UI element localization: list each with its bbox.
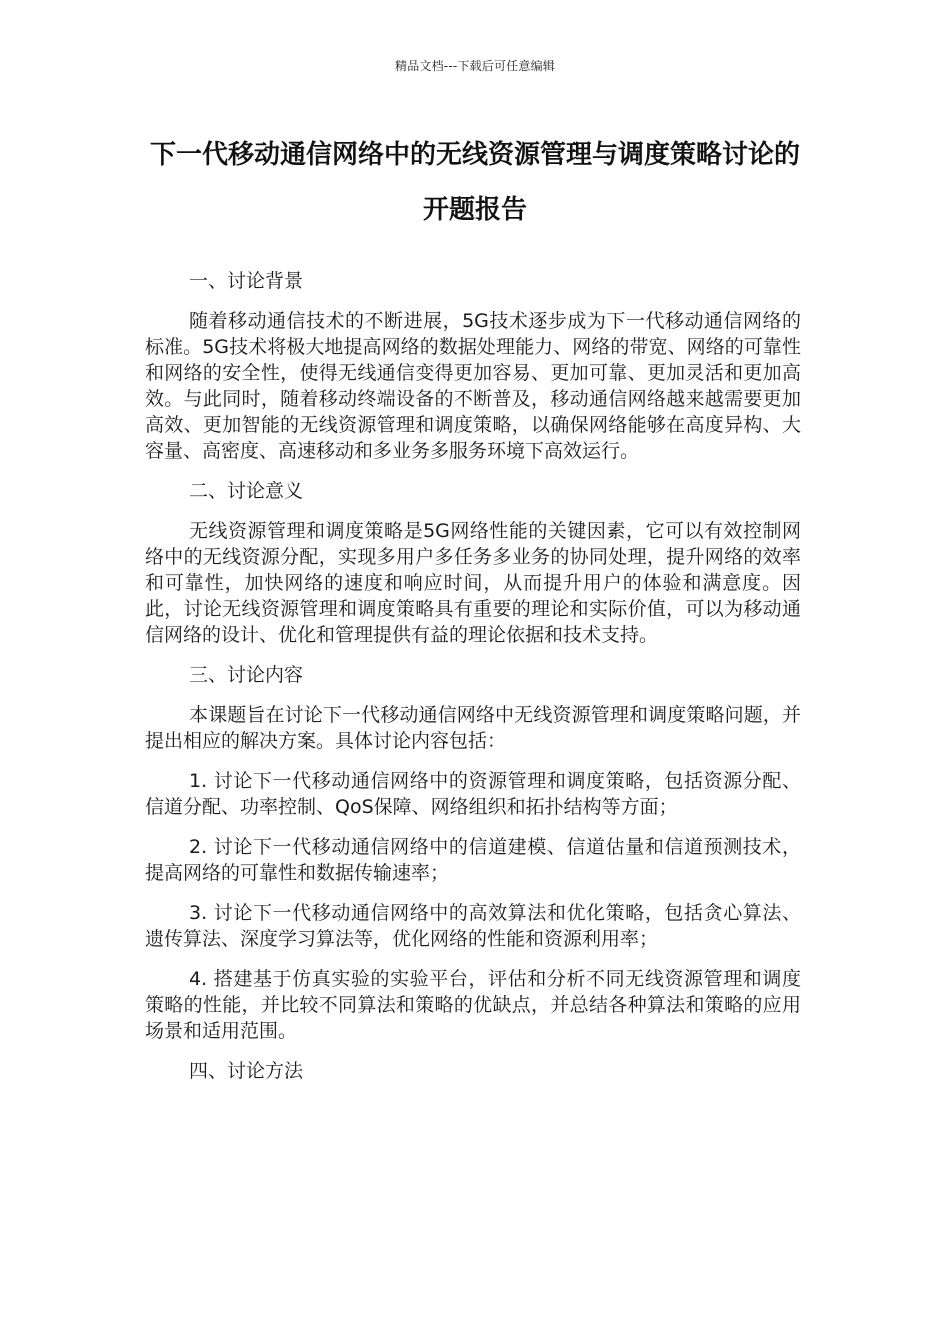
section-heading-methods: 四、讨论方法	[189, 1060, 304, 1082]
background-paragraph: 随着移动通信技术的不断进展，5G技术逐步成为下一代移动通信网络的标准。5G技术将极大地提高网络的数据处理能力、网络的带宽、网络的可靠性和网络的安全性，使得无线通信变得更加容易、更加可靠、更加灵活和更加高效。与此同时，随着移动终端设备的不断普及，移动通信网络越来越需要更加高效、更加智能的无线资源管理和调度策略，以确保网络能够在高度异构、大容量、高密度、高速移动和多业务多服务环境下高效运行。	[145, 310, 801, 462]
content-list-item-4: 4. 搭建基于仿真实验的实验平台，评估和分析不同无线资源管理和调度策略的性能，并比较不同算法和策略的优缺点，并总结各种算法和策略的应用场景和适用范围。	[145, 968, 801, 1042]
header-note: 精品文档---下载后可任意编辑	[395, 59, 555, 73]
document-body	[145, 268, 801, 1098]
content-list-item-3: 3. 讨论下一代移动通信网络中的高效算法和优化策略，包括贪心算法、遗传算法、深度学习算法等，优化网络的性能和资源利用率；	[145, 902, 801, 950]
content-intro-paragraph: 本课题旨在讨论下一代移动通信网络中无线资源管理和调度策略问题，并提出相应的解决方案。具体讨论内容包括：	[145, 704, 801, 752]
section-heading-significance: 二、讨论意义	[189, 480, 304, 502]
section-heading-background: 一、讨论背景	[189, 270, 304, 292]
significance-paragraph: 无线资源管理和调度策略是5G网络性能的关键因素，它可以有效控制网络中的无线资源分配，实现多用户多任务多业务的协同处理，提升网络的效率和可靠性，加快网络的速度和响应时间，从而提升用户的体验和满意度。因此，讨论无线资源管理和调度策略具有重要的理论和实际价值，可以为移动通信网络的设计、优化和管理提供有益的理论依据和技术支持。	[145, 520, 801, 646]
document-title: 下一代移动通信网络中的无线资源管理与调度策略讨论的开题报告	[149, 140, 800, 225]
content-list-item-2: 2. 讨论下一代移动通信网络中的信道建模、信道估量和信道预测技术，提高网络的可靠性和数据传输速率；	[145, 836, 801, 884]
content-list-item-1: 1. 讨论下一代移动通信网络中的资源管理和调度策略，包括资源分配、信道分配、功率控制、QoS保障、网络组织和拓扑结构等方面；	[145, 770, 801, 818]
section-heading-content: 三、讨论内容	[189, 664, 304, 686]
